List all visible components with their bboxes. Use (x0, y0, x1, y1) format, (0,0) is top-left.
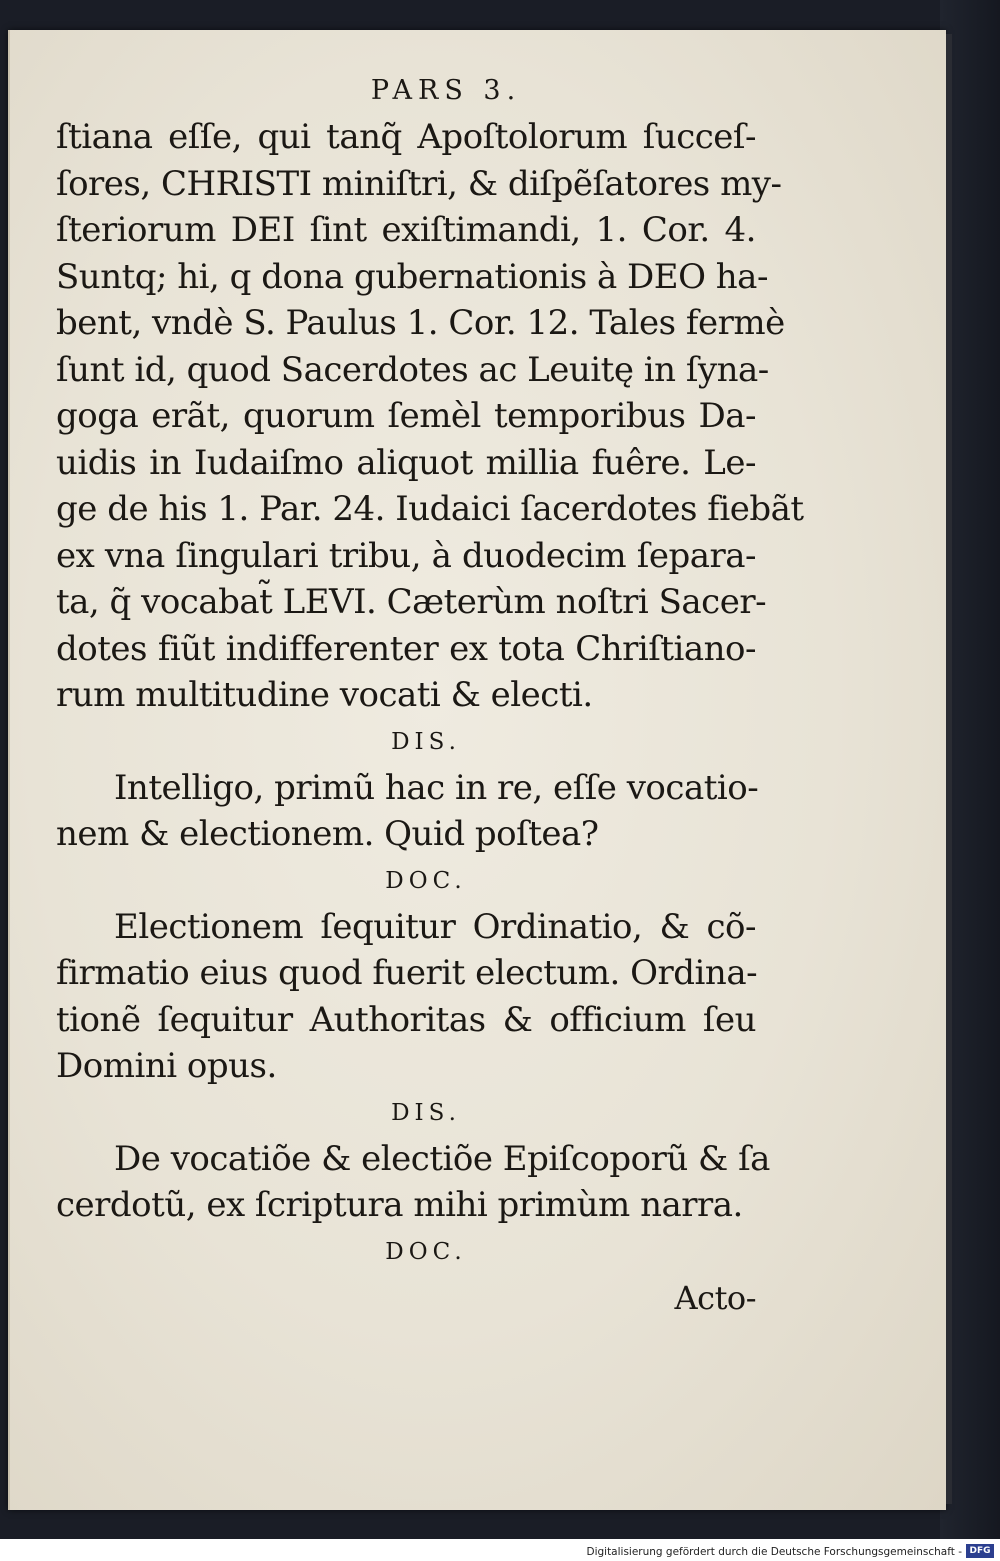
text-line: uidis in Iudaiſmo aliquot millia fuêre. Le- (56, 442, 756, 483)
text-line: goga erãt, quorum ſemèl temporibus Da- (56, 396, 756, 436)
text-line: ſteriorum DEI ſint exiſtimandi, 1. Cor. 4. (56, 210, 756, 250)
running-head: PARS 3. (370, 75, 522, 106)
text-line: ſtiana eſſe, qui tanq̃ Apoſtolorum ſucceſ- (56, 117, 756, 157)
dialogue-line: Electionem ſequitur Ordinatio, & cõ- (114, 906, 756, 947)
dialogue-line: cerdotũ, ex ſcriptura mihi primùm narra. (56, 1185, 743, 1225)
catchword: Acto- (674, 1278, 756, 1317)
dialogue-line: De vocatiõe & electiõe Epiſcoporũ & ſa (114, 1138, 770, 1179)
speaker-label-doc: DOC. (385, 867, 467, 894)
speaker-label-doc: DOC. (385, 1238, 467, 1265)
funding-credit: Digitalisierung gefördert durch die Deutsche Forschungsgemeinschaft - (586, 1546, 962, 1558)
dialogue-line: nem & electionem. Quid poſtea? (56, 814, 599, 854)
dfg-logo-icon: DFG (966, 1544, 994, 1558)
text-line: rum multitudine vocati & electi. (56, 675, 593, 715)
speaker-label-dis: DIS. (391, 728, 461, 755)
page-edge-shadow (946, 34, 952, 1504)
text-line: bent, vndè S. Paulus 1. Cor. 12. Tales fermè (56, 303, 785, 343)
text-line: ſores, CHRISTI miniſtri, & diſpẽſatores my- (56, 163, 782, 204)
text-line: ex vna ſingulari tribu, à duodecim ſepara- (56, 535, 756, 576)
dialogue-line: Domini opus. (56, 1046, 277, 1086)
book-page (8, 30, 946, 1510)
text-line: ta, q̃ vocabat̃ LEVI. Cæterùm noſtri Sacer- (56, 582, 767, 622)
dialogue-line: Intelligo, primũ hac in re, eſſe vocatio- (114, 767, 759, 808)
text-line: ſunt id, quod Sacerdotes ac Leuitę in ſyna- (56, 349, 769, 390)
footer-bar (0, 1539, 1000, 1561)
dialogue-line: firmatio eius quod fuerit electum. Ordina- (56, 953, 758, 993)
text-line: ge de his 1. Par. 24. Iudaici ſacerdotes fiebãt (56, 489, 804, 529)
page-text-block (56, 68, 804, 1321)
text-line: Suntq; hi, q dona gubernationis à DEO ha- (56, 256, 768, 297)
text-line: dotes fiũt indifferenter ex tota Chriſtiano- (56, 628, 756, 669)
dialogue-line: tionẽ ſequitur Authoritas & officium ſeu (56, 999, 756, 1040)
speaker-label-dis: DIS. (391, 1099, 461, 1126)
